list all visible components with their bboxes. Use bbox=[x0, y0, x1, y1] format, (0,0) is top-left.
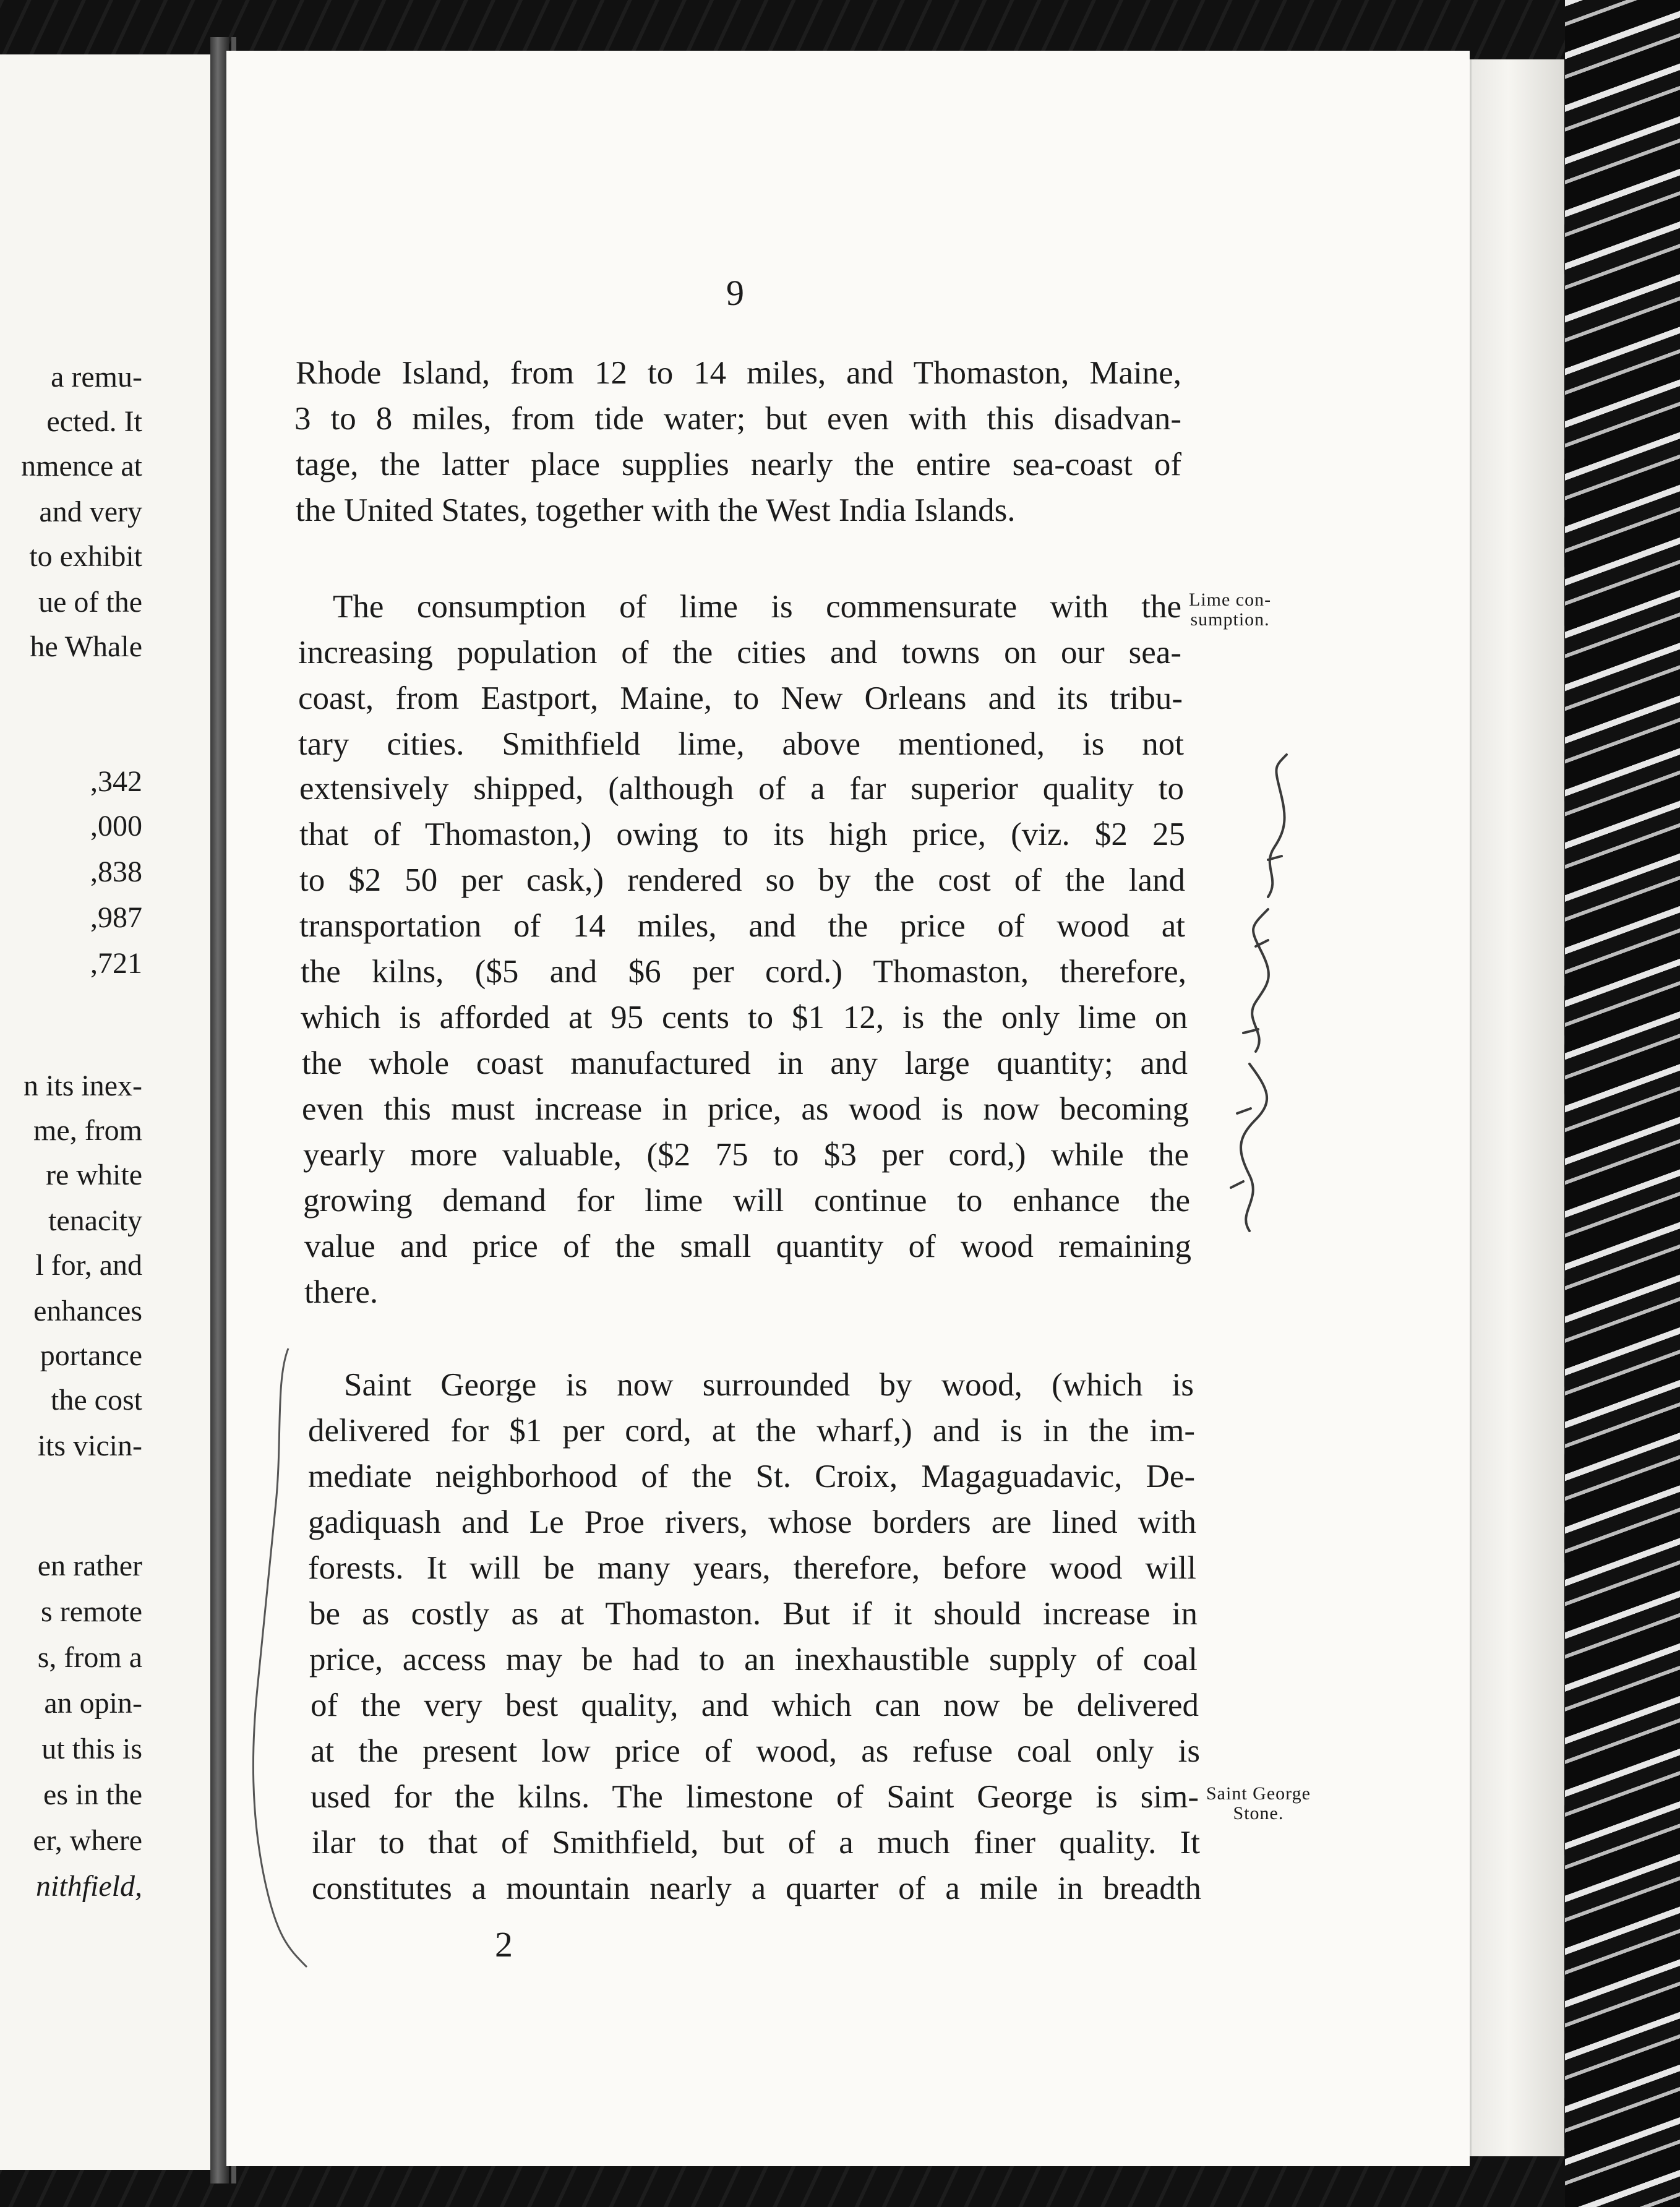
left-fragment: s remote bbox=[41, 1595, 142, 1628]
left-fragment: ected. It bbox=[46, 405, 142, 438]
text-line: value and price of the small quantity of wood remaining bbox=[304, 1228, 1191, 1264]
left-fragment: en rather bbox=[37, 1549, 142, 1582]
left-fragment: enhances bbox=[33, 1295, 142, 1327]
left-fragment: ,838 bbox=[90, 855, 142, 888]
text-line: the whole coast manufactured in any large quantity; and bbox=[302, 1045, 1188, 1081]
text-line: tage, the latter place supplies nearly the entire sea-coast of bbox=[296, 447, 1181, 482]
marginal-note-lime-consumption: Lime con- sumption. bbox=[1189, 589, 1272, 630]
text-line: which is afforded at 95 cents to $1 12, is the only lime on bbox=[301, 1000, 1188, 1035]
left-fragment: re white bbox=[46, 1159, 142, 1191]
text-line: 3 to 8 miles, from tide water; but even with this disadvan- bbox=[294, 401, 1181, 437]
left-fragment: ue of the bbox=[38, 586, 142, 619]
text-line: delivered for $1 per cord, at the wharf,) and is in the im- bbox=[308, 1413, 1195, 1449]
left-fragment: a remu- bbox=[51, 361, 142, 393]
left-fragment: an opin- bbox=[44, 1687, 142, 1720]
text-line: transportation of 14 miles, and the price of wood at bbox=[299, 908, 1185, 944]
pencil-bracket-icon bbox=[239, 1342, 313, 1973]
text-line: yearly more valuable, ($2 75 to $3 per cord,) while the bbox=[303, 1137, 1189, 1173]
marginal-note-saint-george-stone: Saint George Stone. bbox=[1206, 1783, 1311, 1823]
text-line: The consumption of lime is commensurate with the bbox=[333, 589, 1181, 625]
left-fragment: me, from bbox=[33, 1114, 142, 1147]
text-line: forests. It will be many years, therefore, before wood will bbox=[308, 1550, 1196, 1586]
signature-mark: 2 bbox=[495, 1924, 513, 1965]
left-fragment: ,721 bbox=[90, 947, 142, 980]
left-fragment: ,987 bbox=[90, 901, 142, 934]
left-fragment: n its inex- bbox=[24, 1069, 142, 1102]
page-edge bbox=[1470, 59, 1564, 2156]
left-fragment: its vicin- bbox=[37, 1429, 142, 1462]
page-number: 9 bbox=[726, 273, 744, 313]
text-line: of the very best quality, and which can now be delivered bbox=[311, 1687, 1199, 1723]
text-line: constitutes a mountain nearly a quarter of a mile in breadth bbox=[312, 1871, 1201, 1906]
left-fragment: er, where bbox=[33, 1824, 142, 1857]
text-line: even this must increase in price, as wood is now becoming bbox=[302, 1091, 1189, 1127]
left-fragment: he Whale bbox=[30, 630, 142, 663]
left-facing-page bbox=[0, 54, 210, 2170]
left-fragment: portance bbox=[40, 1339, 142, 1372]
left-fragment: ,342 bbox=[90, 765, 142, 798]
marbled-cover-edge bbox=[1565, 0, 1680, 2207]
handwritten-annotation-icon bbox=[1163, 742, 1348, 1249]
text-line: growing demand for lime will continue to enhance the bbox=[303, 1183, 1190, 1219]
text-line: there. bbox=[304, 1274, 379, 1310]
text-line: Rhode Island, from 12 to 14 miles, and Thomaston, Maine, bbox=[296, 355, 1181, 391]
text-line: to $2 50 per cask,) rendered so by the cost of the land bbox=[299, 862, 1185, 898]
left-fragment: ,000 bbox=[90, 810, 142, 842]
text-line: Saint George is now surrounded by wood, (which is bbox=[344, 1367, 1194, 1403]
text-line: that of Thomaston,) owing to its high price, (viz. $2 25 bbox=[299, 816, 1185, 852]
left-fragment: s, from a bbox=[37, 1641, 142, 1674]
text-line: used for the kilns. The limestone of Saint George is sim- bbox=[311, 1779, 1199, 1815]
text-line: extensively shipped, (although of a far superior quality to bbox=[299, 771, 1184, 807]
left-fragment: l for, and bbox=[35, 1249, 142, 1282]
left-fragment: tenacity bbox=[48, 1204, 142, 1237]
text-line: the United States, together with the West India Islands. bbox=[296, 492, 1016, 528]
left-fragment: ut this is bbox=[41, 1733, 142, 1765]
text-line: ilar to that of Smithfield, but of a much finer quality. It bbox=[312, 1825, 1200, 1861]
left-fragment: es in the bbox=[43, 1778, 142, 1811]
left-fragment: the cost bbox=[51, 1384, 142, 1416]
left-fragment: to exhibit bbox=[29, 540, 142, 573]
text-line: coast, from Eastport, Maine, to New Orleans and its tribu- bbox=[298, 680, 1183, 716]
left-fragment: and very bbox=[39, 495, 142, 528]
text-line: at the present low price of wood, as refuse coal only is bbox=[311, 1733, 1200, 1769]
left-fragment: nithfield, bbox=[36, 1870, 142, 1903]
text-line: gadiquash and Le Proe rivers, whose borders are lined with bbox=[308, 1504, 1196, 1540]
text-line: tary cities. Smithfield lime, above mentioned, is not bbox=[298, 726, 1184, 762]
text-line: be as costly as at Thomaston. But if it should increase in bbox=[309, 1596, 1198, 1632]
text-line: increasing population of the cities and towns on our sea- bbox=[298, 635, 1181, 671]
text-line: mediate neighborhood of the St. Croix, Magaguadavic, De- bbox=[308, 1459, 1195, 1494]
text-line: price, access may be had to an inexhaustible supply of coal bbox=[309, 1642, 1198, 1678]
left-fragment: nmence at bbox=[21, 450, 142, 482]
text-line: the kilns, ($5 and $6 per cord.) Thomaston, therefore, bbox=[301, 954, 1186, 990]
